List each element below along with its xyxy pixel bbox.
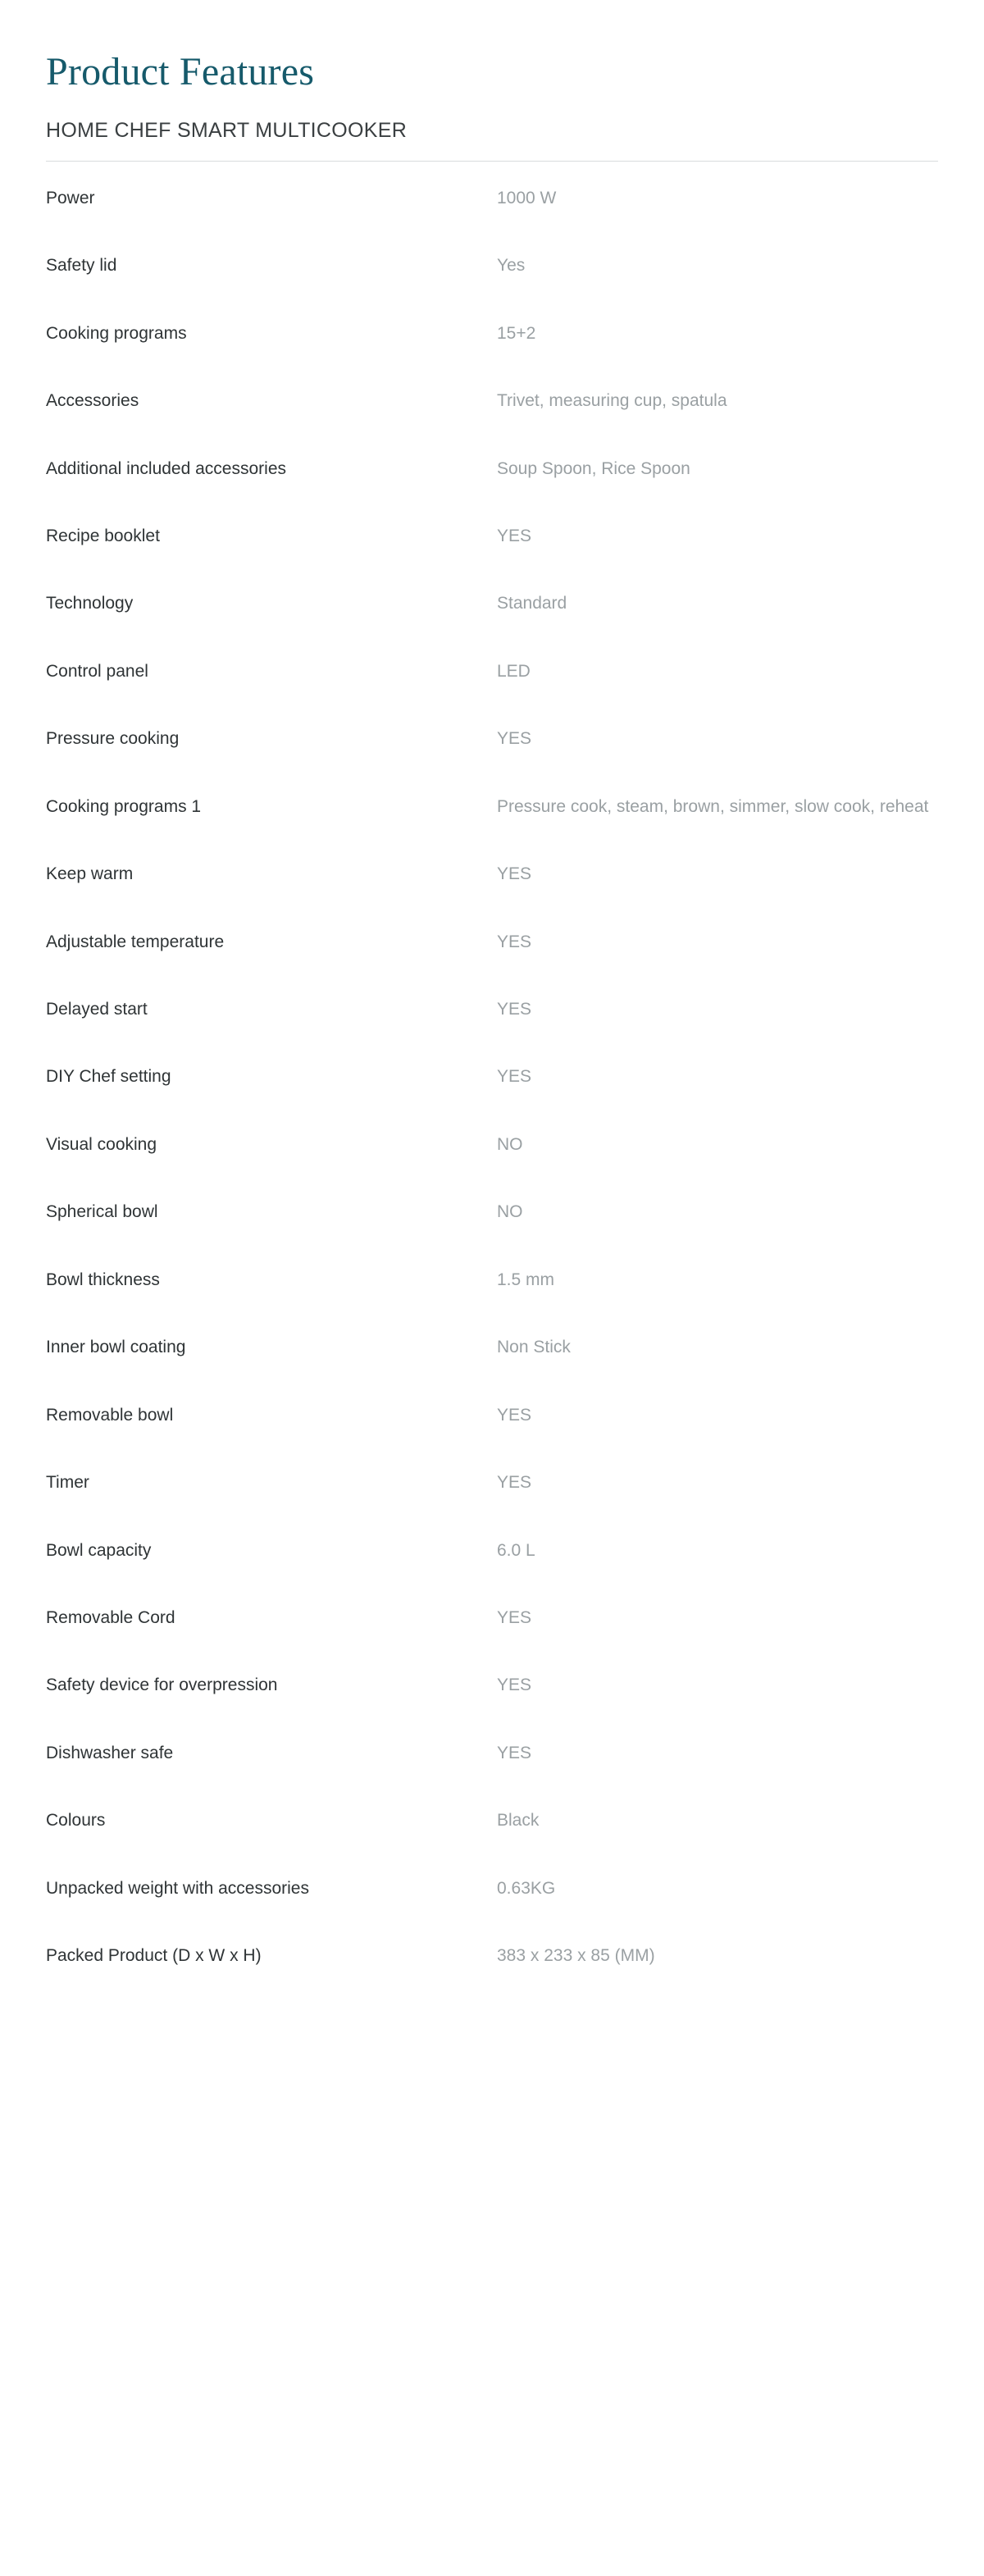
spec-label: Additional included accessories [46, 458, 287, 478]
spec-label: Spherical bowl [46, 1202, 158, 1222]
spec-value: Standard [497, 594, 567, 613]
spec-label: Bowl capacity [46, 1540, 152, 1560]
spec-row [46, 232, 938, 299]
spec-label: Adjustable temperature [46, 932, 225, 951]
spec-row [46, 1449, 938, 1516]
spec-row [46, 841, 938, 908]
spec-row [46, 300, 938, 367]
spec-value: LED [497, 661, 531, 681]
spec-label: Dishwasher safe [46, 1743, 174, 1762]
spec-value: 6.0 L [497, 1540, 535, 1560]
spec-label: Recipe booklet [46, 526, 160, 545]
spec-value: Non Stick [497, 1338, 571, 1357]
spec-label: Cooking programs 1 [46, 796, 202, 816]
spec-value: 1000 W [497, 188, 557, 207]
spec-label: Control panel [46, 661, 148, 681]
spec-row [46, 367, 938, 435]
spec-value: Soup Spoon, Rice Spoon [497, 458, 690, 478]
spec-row [46, 1517, 938, 1584]
spec-row [46, 773, 938, 841]
specifications-table [46, 162, 938, 1990]
spec-value: YES [497, 526, 532, 545]
spec-label: Accessories [46, 391, 139, 411]
spec-value: YES [497, 1000, 532, 1019]
spec-row [46, 1382, 938, 1449]
spec-value: NO [497, 1202, 523, 1222]
spec-row [46, 909, 938, 976]
spec-value: Black [497, 1811, 540, 1831]
spec-row [46, 1247, 938, 1314]
spec-value: YES [497, 932, 532, 951]
spec-label: Timer [46, 1473, 89, 1493]
product-name-subtitle: HOME CHEF SMART MULTICOOKER [46, 118, 408, 142]
spec-label: Bowl thickness [46, 1270, 160, 1289]
spec-row [46, 435, 938, 503]
spec-label: Inner bowl coating [46, 1338, 186, 1357]
spec-value: 15+2 [497, 323, 536, 343]
spec-label: Technology [46, 594, 134, 613]
spec-value: 0.63KG [497, 1878, 556, 1898]
spec-label: Cooking programs [46, 323, 187, 343]
spec-row [46, 1922, 938, 1990]
spec-value: YES [497, 1676, 532, 1695]
spec-row [46, 1652, 938, 1719]
spec-value: YES [497, 864, 532, 884]
spec-value: YES [497, 729, 532, 749]
spec-row [46, 1787, 938, 1854]
spec-label: Safety lid [46, 256, 117, 276]
spec-row [46, 162, 938, 232]
spec-row [46, 976, 938, 1043]
spec-value: YES [497, 1473, 532, 1493]
spec-row [46, 705, 938, 773]
spec-value: Trivet, measuring cup, spatula [497, 391, 727, 411]
spec-label: Keep warm [46, 864, 134, 884]
spec-row [46, 638, 938, 705]
spec-value: YES [497, 1067, 532, 1087]
spec-row [46, 1111, 938, 1179]
spec-value: YES [497, 1405, 532, 1425]
spec-value: YES [497, 1743, 532, 1762]
spec-value: NO [497, 1134, 523, 1154]
spec-row [46, 1314, 938, 1381]
specifications-table-body [46, 162, 938, 1990]
spec-label: Unpacked weight with accessories [46, 1878, 309, 1898]
spec-row [46, 570, 938, 637]
spec-row [46, 1720, 938, 1787]
spec-value: YES [497, 1607, 532, 1627]
spec-value: Pressure cook, steam, brown, simmer, slow cook, reheat [497, 796, 929, 816]
spec-label: Removable Cord [46, 1607, 175, 1627]
page-title: Product Features [46, 50, 315, 93]
spec-row [46, 1043, 938, 1110]
spec-value: 1.5 mm [497, 1270, 555, 1289]
spec-label: Power [46, 188, 95, 207]
spec-label: Colours [46, 1811, 106, 1831]
spec-label: DIY Chef setting [46, 1067, 171, 1087]
spec-value: 383 x 233 x 85 (MM) [497, 1946, 655, 1966]
spec-value: Yes [497, 256, 526, 276]
spec-label: Safety device for overpression [46, 1676, 278, 1695]
spec-label: Packed Product (D x W x H) [46, 1946, 262, 1966]
spec-label: Delayed start [46, 1000, 148, 1019]
spec-row [46, 1179, 938, 1246]
spec-label: Visual cooking [46, 1134, 157, 1154]
spec-label: Removable bowl [46, 1405, 174, 1425]
spec-row [46, 1584, 938, 1652]
spec-row [46, 1855, 938, 1922]
spec-label: Pressure cooking [46, 729, 180, 749]
spec-row [46, 503, 938, 570]
